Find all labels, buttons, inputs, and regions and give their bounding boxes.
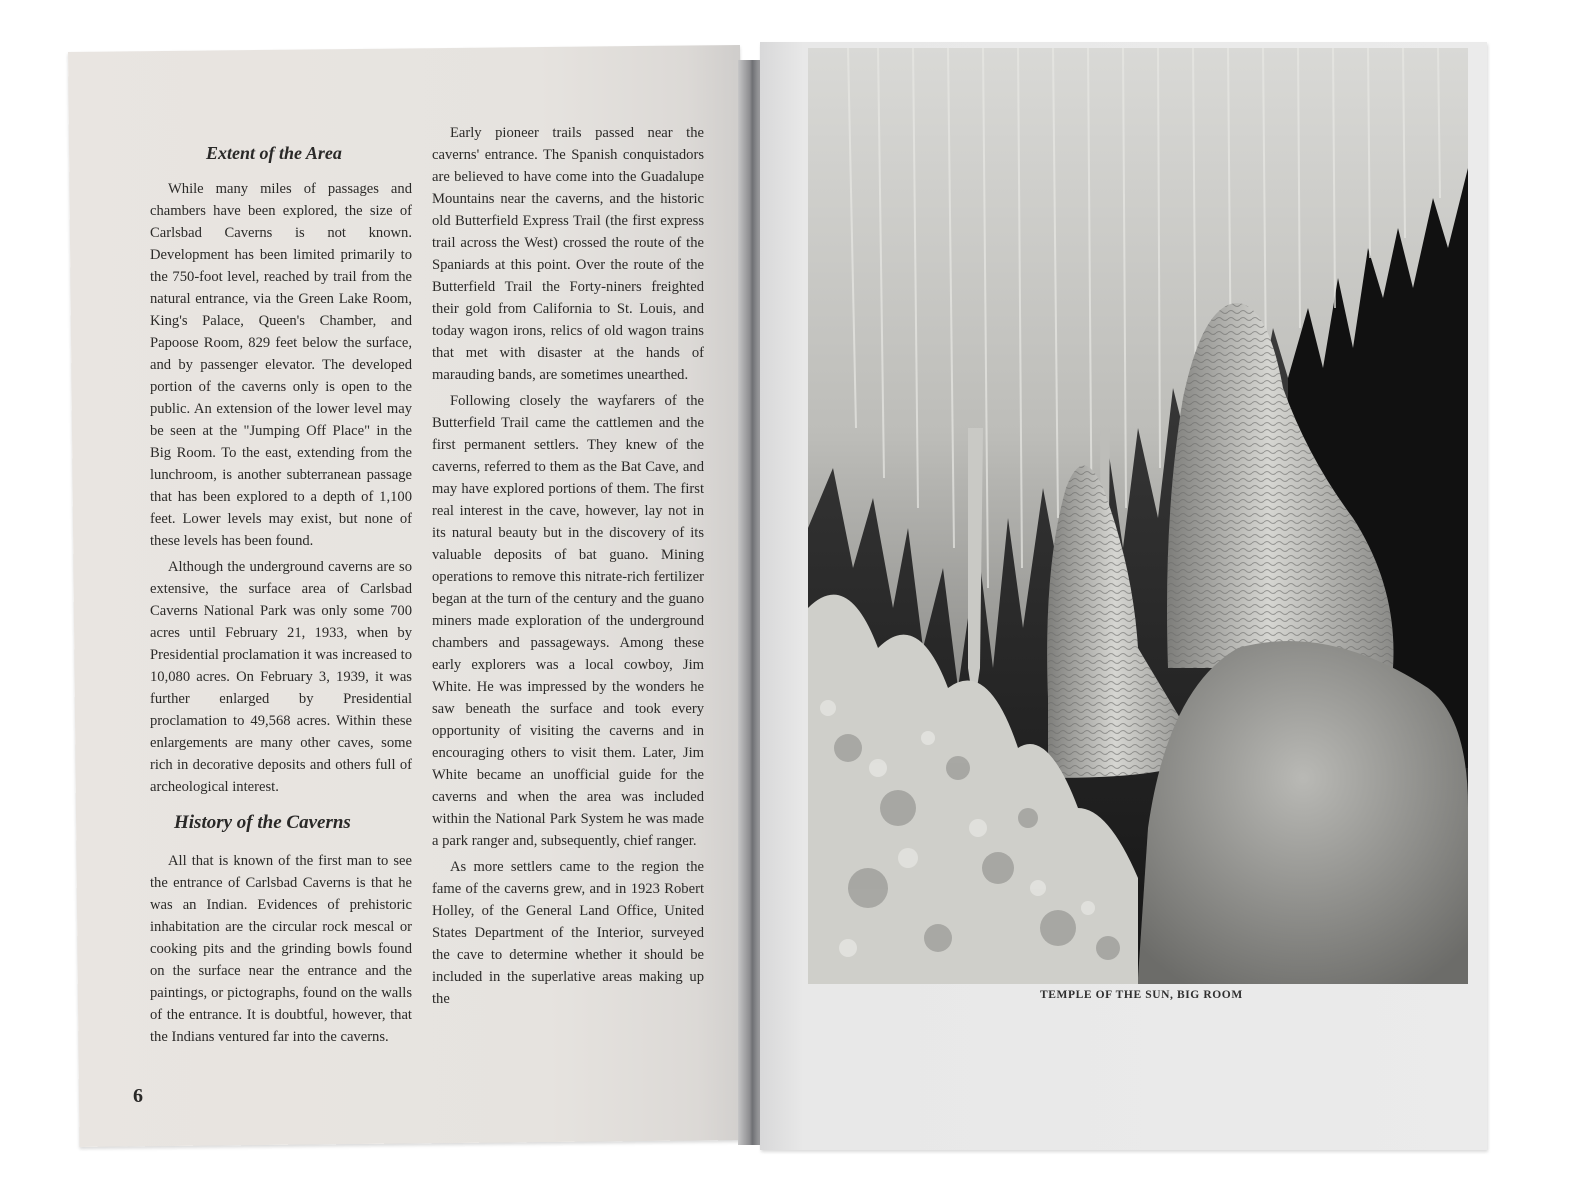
middle-paragraph-2: Following closely the wayfarers of the Butterfield Trail came the cattlemen and the first permanent settlers. They knew of the caverns, referred to them as the Bat Cave, and may have explored portions of them. The first real interest in the cave, however, lay not in its natural beauty but in the discovery of its valuable deposits of bat guano. Mining operations to remove this nitrate-rich fertilizer began at the turn of the century and the guano miners made exploration of the underground chambers and passageways. Among these early explorers was a local cowboy, Jim White. He was impressed by the wonders he saw beneath the surface and took every opportunity of visiting the caverns and in encouraging others to visit them. Later, Jim White became an unofficial guide for the caverns and when the area was included within the National Park System he was made a park ranger and, subsequently, chief ranger. xyxy=(432,393,704,849)
extent-paragraph-1: While many miles of passages and chambers have been explored, the size of Carlsbad Caverns is not known. Development has been limited primarily to the 750-foot level, reached by trail from the natural entrance, via the Green Lake Room, King's Palace, Queen's Chamber, and Papoose Room, 829 feet below the surface, and by passenger elevator. The developed portion of the caverns only is open to the public. An extension of the lower level may be seen at the "Jumping Off Place" in the Big Room. To the east, extending from the lunchroom, is another subterranean passage that has been explored to a depth of 1,100 feet. Lower levels may exist, but none of these levels has been found. xyxy=(150,181,412,549)
page-number: 6 xyxy=(133,1085,143,1107)
history-text-column xyxy=(150,850,412,1048)
extent-paragraph-2: Although the underground caverns are so extensive, the surface area of Carlsbad Caverns National Park was only some 700 acres until February 21, 1933, when by Presidential proclamation it was increased to 10,080 acres. On February 3, 1939, it was further enlarged by Presidential proclamation to 49,568 acres. Within these enlargements are many other caves, some rich in decorative deposits and others full of archeological interest. xyxy=(150,559,412,795)
stalagmite-illustration xyxy=(808,48,1468,984)
cave-photograph xyxy=(808,48,1468,984)
extent-text-column xyxy=(150,178,412,798)
middle-paragraph-1: Early pioneer trails passed near the caverns' entrance. The Spanish conquistadors are believed to have come into the Guadalupe Mountains near the caverns, and the historic old Butterfield Express Trail (the first express trail across the West) crossed the route of the Spaniards at this point. Over the route of the Butterfield Trail the Forty-niners freighted their gold from California to St. Louis, and today wagon irons, relics of old wagon trains that met with disaster at the hands of marauding bands, are sometimes unearthed. xyxy=(432,125,704,383)
heading-history-of-the-caverns: History of the Caverns xyxy=(174,812,351,833)
middle-paragraph-3: As more settlers came to the region the fame of the caverns grew, and in 1923 Robert Holley, of the General Land Office, United States Department of the Interior, surveyed the cave to determine whether it should be included in the superlative areas making up the xyxy=(432,859,704,1007)
middle-text-column xyxy=(432,122,704,1010)
heading-extent-of-the-area: Extent of the Area xyxy=(206,143,342,163)
photo-caption: TEMPLE OF THE SUN, BIG ROOM xyxy=(1040,989,1243,1001)
history-paragraph-1: All that is known of the first man to see the entrance of Carlsbad Caverns is that he was an Indian. Evidences of prehistoric inhabitation are the circular rock mescal or cooking pits and the grinding bowls found on the surface near the entrance and the paintings, or pictographs, found on the walls of the entrance. It is doubtful, however, that the Indians ventured far into the caverns. xyxy=(150,853,412,1045)
